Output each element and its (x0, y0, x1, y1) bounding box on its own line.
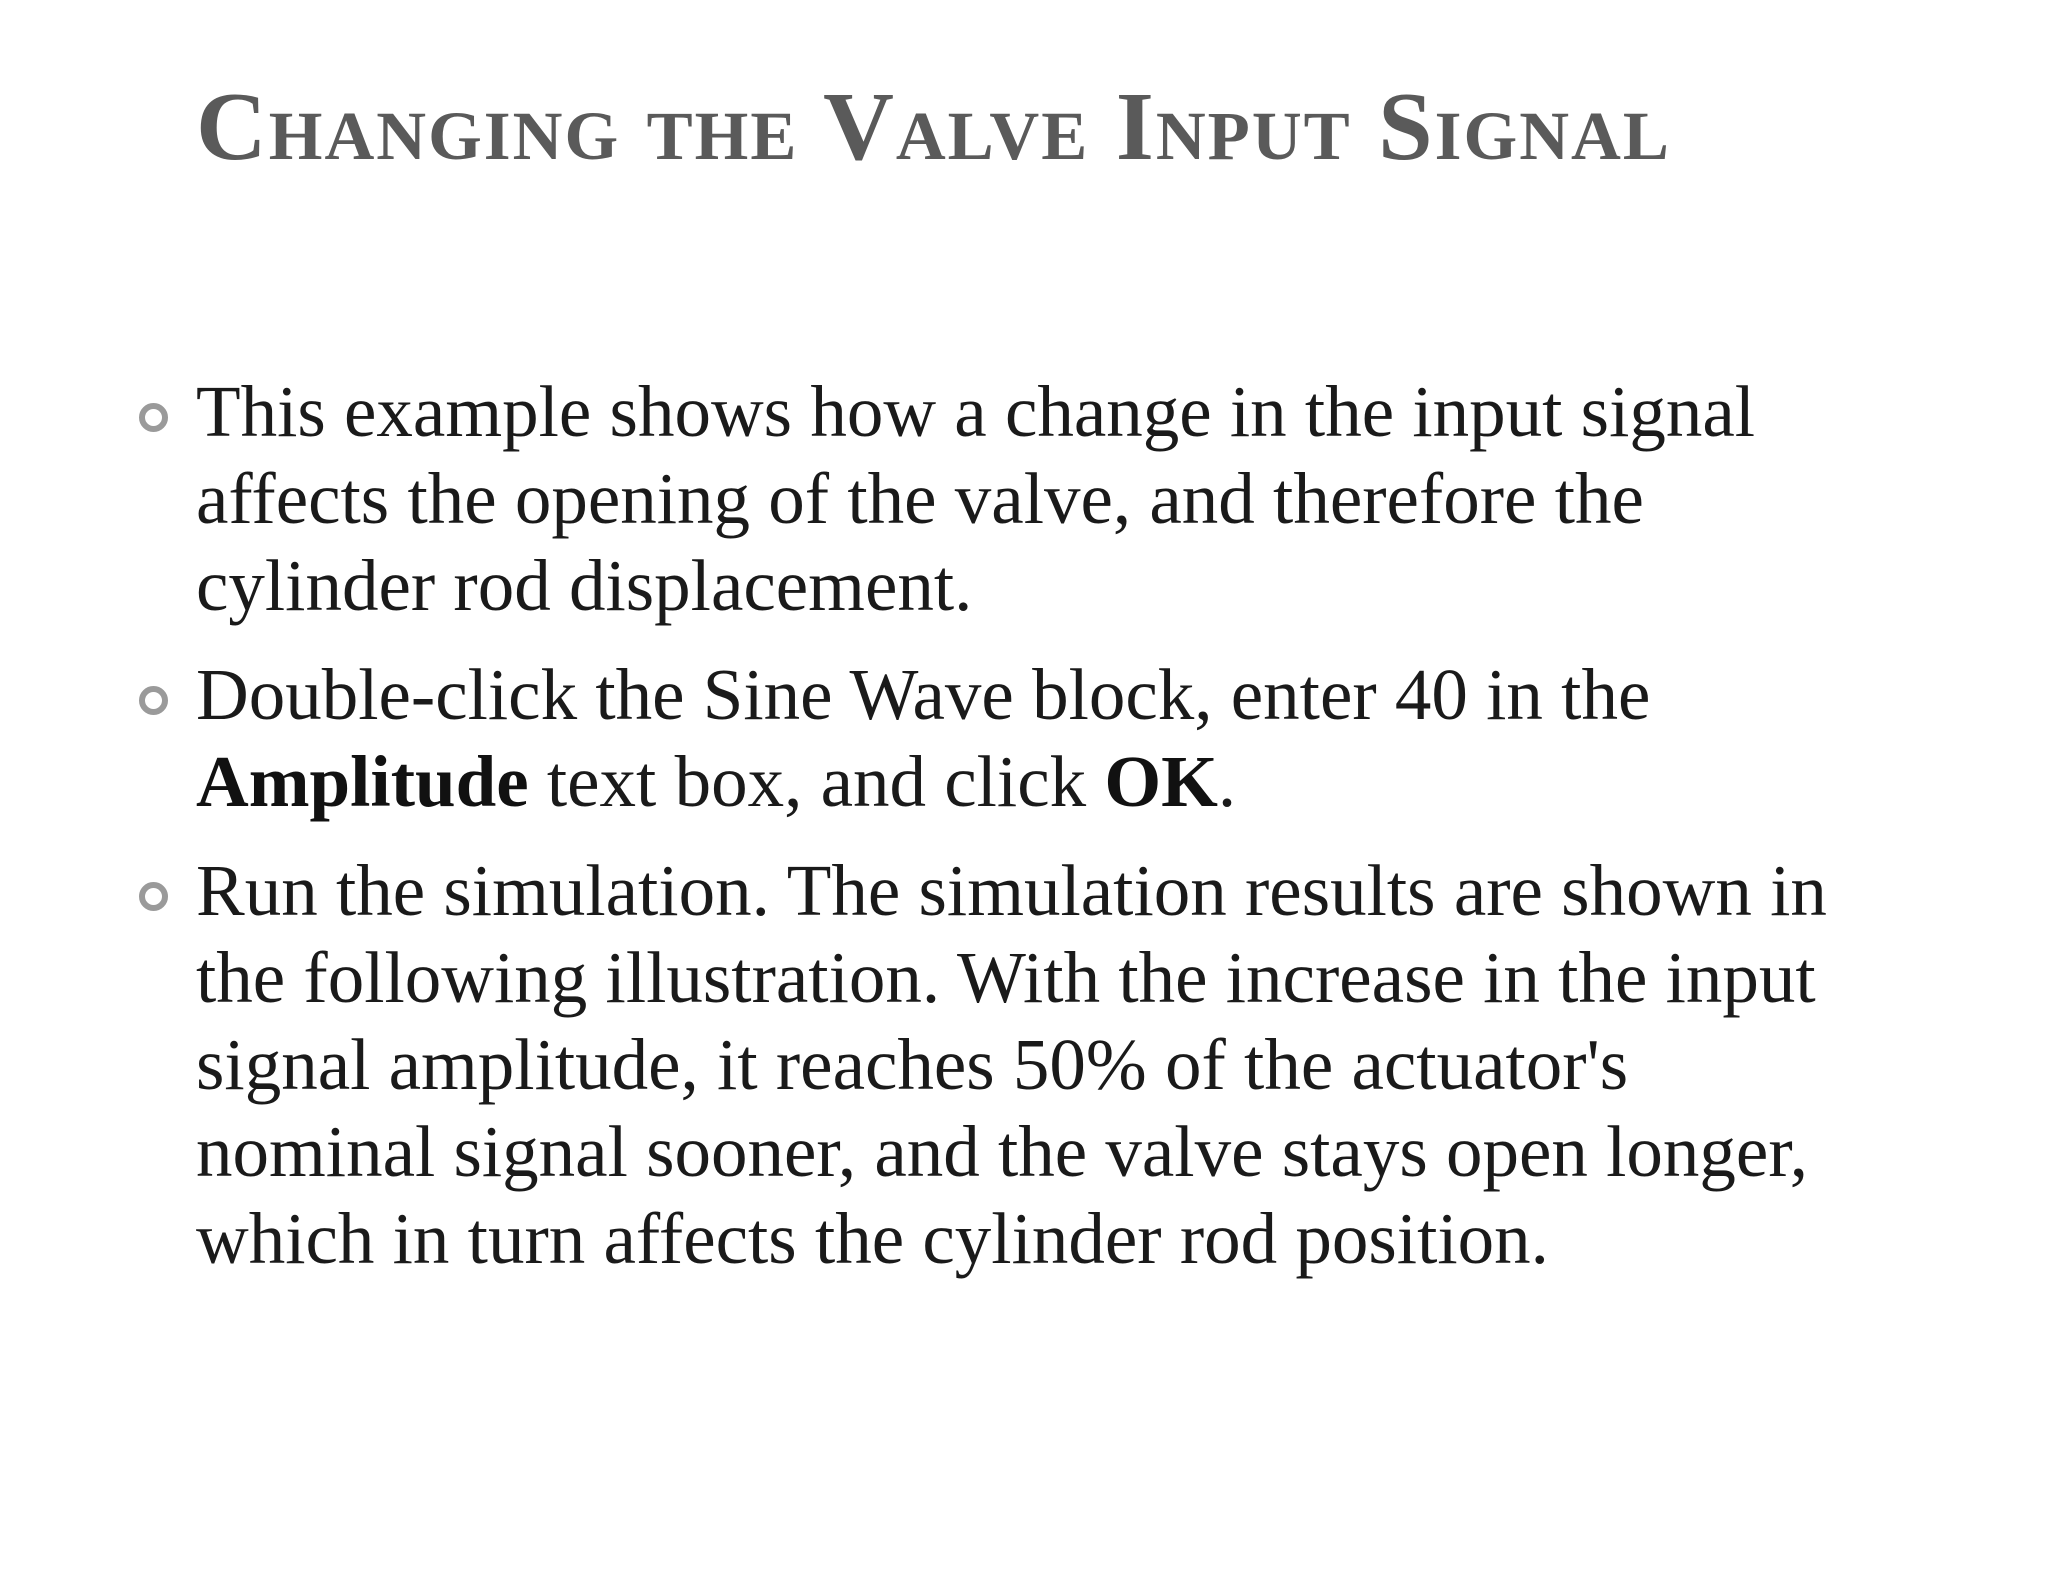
bullet-text: Run the simulation. The simulation results are shown in the following illustration. With the increase in the input signal amplitude, it reaches 50% of the actuator's nominal signal sooner, and the valve stays open longer, which in turn affects the cylinder rod position. (196, 850, 1827, 1279)
bullet-circle-icon (139, 686, 168, 715)
bullet-item-intro (196, 368, 1876, 629)
slide-title: Changing the Valve Input Signal (196, 73, 1671, 181)
bullet-circle-icon (139, 403, 168, 432)
bullet-text-part: Double-click the Sine Wave block, enter 40 in the (196, 654, 1651, 735)
bullet-item-instruction (196, 651, 1876, 825)
bullet-text-part: text box, and click (528, 741, 1105, 822)
bullet-text-part: . (1217, 741, 1237, 822)
bullet-item-results (196, 847, 1876, 1282)
bullet-list (196, 368, 1876, 1304)
amplitude-label: Amplitude (196, 741, 529, 822)
bullet-circle-icon (139, 882, 168, 911)
bullet-text (196, 654, 1650, 822)
bullet-text: This example shows how a change in the input signal affects the opening of the valve, and therefore the cylinder rod displacement. (196, 371, 1756, 626)
ok-label: OK (1104, 741, 1218, 822)
